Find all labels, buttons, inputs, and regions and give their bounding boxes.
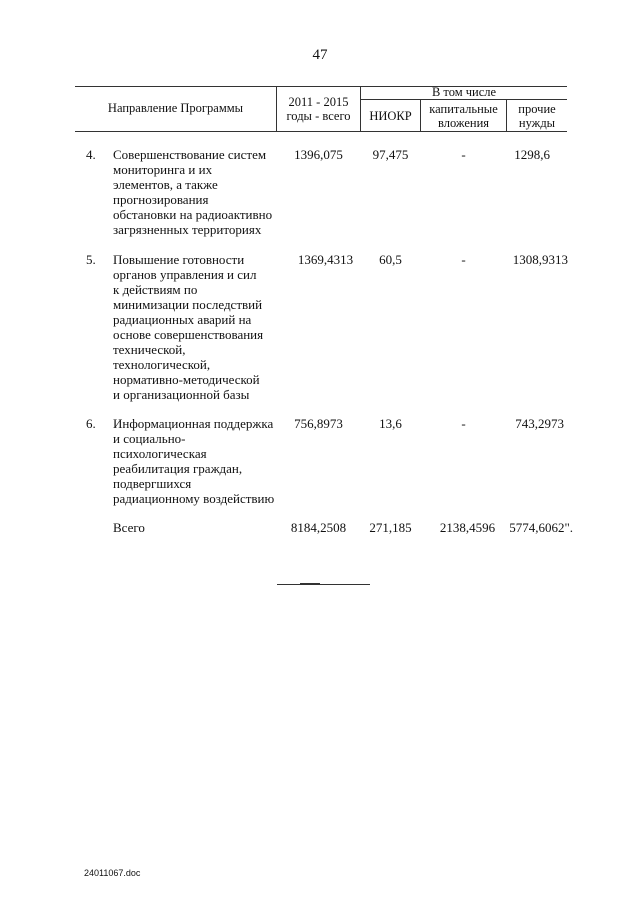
footer-filename: 24011067.doc bbox=[84, 868, 141, 878]
table-header-bottom-border bbox=[75, 131, 567, 132]
row-total: 1369,4313 bbox=[297, 252, 354, 267]
total-niokr: 271,185 bbox=[369, 520, 412, 535]
row-niokr: 97,475 bbox=[372, 147, 409, 162]
total-capital: 2138,4596 bbox=[439, 520, 496, 535]
row-total: 1396,075 bbox=[294, 147, 343, 162]
row-niokr: 13,6 bbox=[379, 416, 402, 431]
row-capital: - bbox=[461, 252, 466, 267]
header-other: прочие нужды bbox=[518, 102, 556, 130]
total-other: 5774,6062". bbox=[509, 520, 573, 535]
row-other: 1298,6 bbox=[514, 147, 550, 162]
row-number: 6. bbox=[86, 416, 96, 431]
total-label: Всего bbox=[113, 520, 145, 535]
row-total: 756,8973 bbox=[294, 416, 343, 431]
row-other: 1308,9313 bbox=[512, 252, 568, 267]
row-capital: - bbox=[461, 147, 466, 162]
header-niokr: НИОКР bbox=[369, 109, 412, 123]
end-separator-line-overlay bbox=[300, 583, 320, 584]
row-niokr: 60,5 bbox=[379, 252, 402, 267]
header-capital: капитальные вложения bbox=[429, 102, 498, 130]
including-underline bbox=[361, 99, 567, 100]
header-period: 2011 - 2015 годы - всего bbox=[286, 95, 351, 123]
end-separator-line bbox=[277, 584, 370, 585]
page-number: 47 bbox=[312, 47, 328, 63]
row-direction: Информационная поддержка и социально- психологическая реабилитация граждан, подвергшихся радиационному воздействию bbox=[113, 416, 275, 506]
row-other: 743,2973 bbox=[515, 416, 564, 431]
total-sum: 8184,2508 bbox=[290, 520, 347, 535]
row-direction: Совершенствование систем мониторинга и их элементов, а также прогнозирования обстановки на радиоактивно загрязненных территориях bbox=[113, 147, 273, 237]
row-capital: - bbox=[461, 416, 466, 431]
header-direction: Направление Программы bbox=[107, 101, 244, 115]
row-number: 4. bbox=[86, 147, 96, 162]
row-direction: Повышение готовности органов управления и сил к действиям по минимизации последствий радиационных аварий на основе совершенствования технической, технологической, нормативно-методической и организационной базы bbox=[113, 252, 264, 402]
row-number: 5. bbox=[86, 252, 96, 267]
header-including: В том числе bbox=[431, 85, 497, 99]
